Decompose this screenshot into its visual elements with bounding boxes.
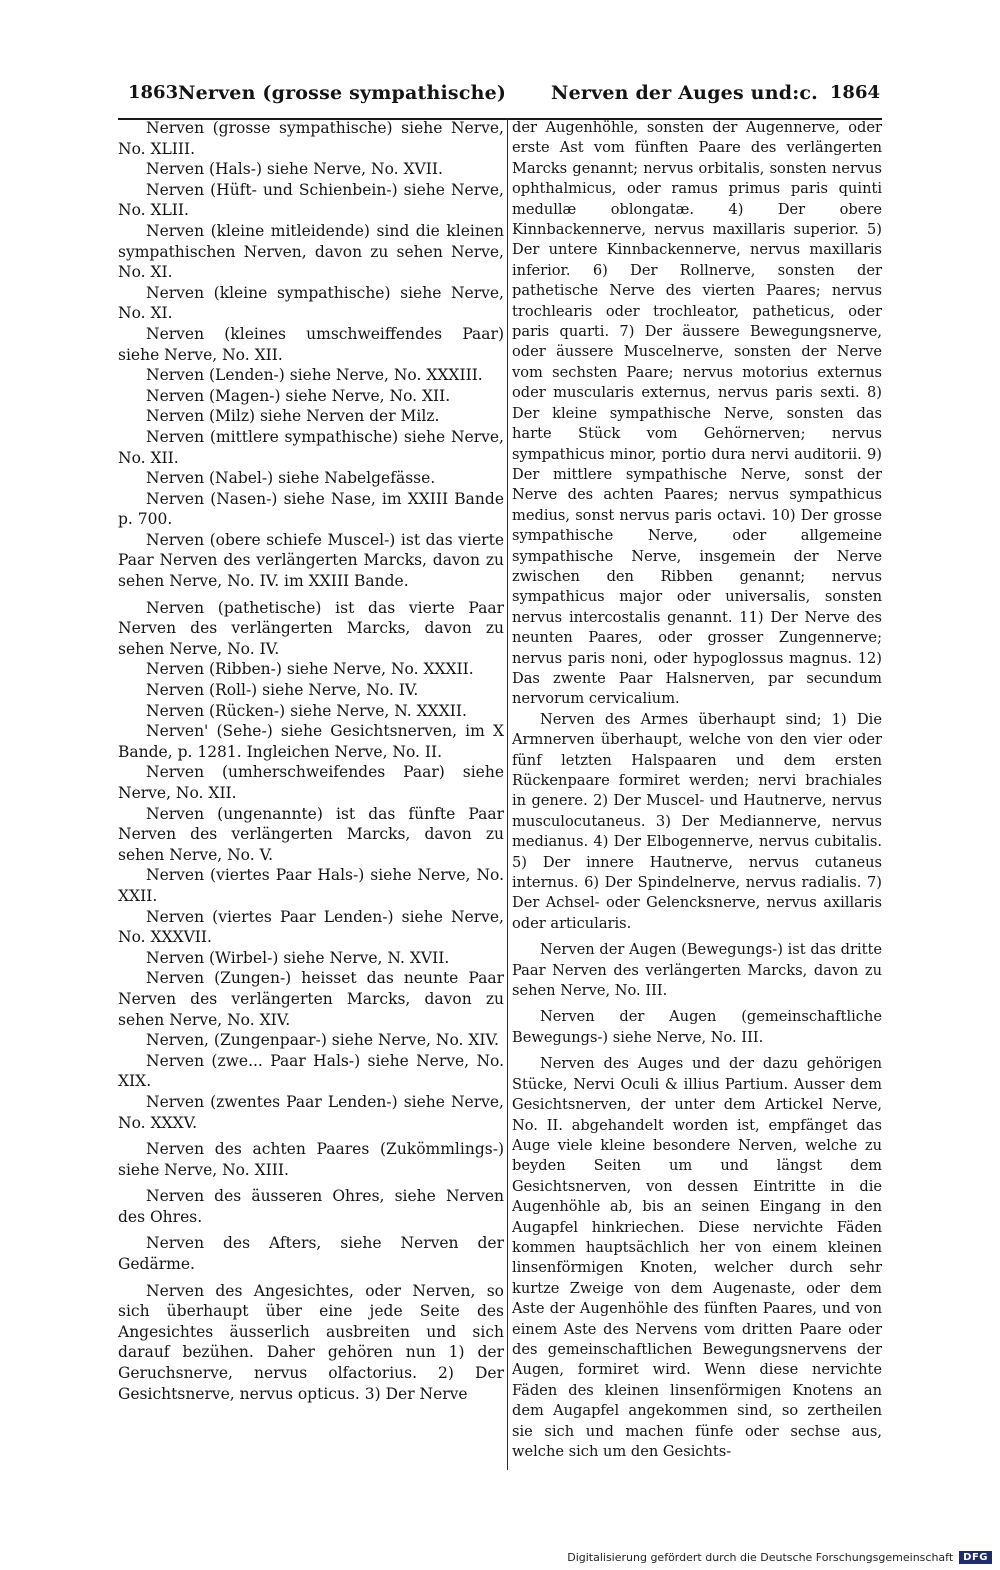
entry: Nerven der Augen (gemeinschaftliche Bewegungs-) siehe Nerve, No. III. [512, 1008, 882, 1046]
entry: Nerven (viertes Paar Hals-) siehe Nerve, No. XXII. [118, 866, 504, 905]
entry: Nerven (zwe... Paar Hals-) siehe Nerve, No. XIX. [118, 1051, 504, 1091]
entry: Nerven des achten Paares (Zukömmlings-) siehe Nerve, No. XIII. [118, 1140, 504, 1179]
credit-text: Digitalisierung gefördert durch die Deutsche Forschungsgemeinschaft [567, 1551, 954, 1564]
entry: Nerven (Nabel-) siehe Nabelgefässe. [146, 469, 436, 488]
entry: Nerven (Rücken-) siehe Nerve, N. XXXII. [146, 701, 467, 720]
entry: Nerven des Angesichtes, oder Nerven, so sich überhaupt über eine jede Seite des Angesichtes äusserlich ausbreiten und sich darauf bezühen. Daher gehören nun 1) der Geruchsnerve, nervus olfactorius. 2) Der Gesichtsnerve, nervus opticus. 3) Der Nerve [118, 1281, 504, 1403]
left-running-head: Nerven (grosse sympathische) [178, 82, 507, 104]
page-header [120, 82, 880, 112]
entry: Nerven (kleine sympathische) siehe Nerve, No. XI. [118, 283, 504, 323]
entry: Nerven (umherschweifendes Paar) siehe Nerve, No. XII. [118, 763, 504, 802]
entry: Nerven (Hüft- und Schienbein-) siehe Nerve, No. XLII. [118, 180, 504, 220]
entry: Nerven (mittlere sympathische) siehe Nerve, No. XII. [118, 427, 504, 467]
entry: Nerven der Augen (Bewegungs-) ist das dritte Paar Nerven des verlängerten Marcks, davon zu sehen Nerve, No. III. [512, 941, 882, 1000]
entry: Nerven (kleine mitleidende) sind die kleinen sympathischen Nerven, davon zu sehen Nerve, No. XI. [118, 221, 504, 282]
entry: Nerven (Nasen-) siehe Nase, im XXIII Bande p. 700. [118, 489, 504, 529]
left-column [118, 118, 504, 1404]
entry: Nerven (ungenannte) ist das fünfte Paar Nerven des verlängerten Marcks, davon zu sehen Nerve, No. V. [118, 804, 504, 864]
entry: Nerven des Auges und der dazu gehörigen Stücke, Nervi Oculi & illius Partium. Ausser dem Gesichtsnerven, der unter dem Artickel Nerve, No. II. abgehandelt worden ist, empfänget das Auge viele kleine besondere Nerven, welche zu beyden Seiten um und längst dem Gesichtsnerven, von dessen Eintritte in die Augenhöhle ab, bis an seinen Eingang in den Augapfel hinkriechen. Diese nervichte Fäden kommen hauptsächlich her von einem kleinen linsenförmigen Knoten, welcher durch sehr kurtze Zweige von dem Augenaste, oder dem Aste der Augenhöhle des fünften Paares, und von einem Aste des Nervens vom dritten Paare oder des gemeinschaftlichen Bewegungsnervens der Augen, formiret wird. Wenn diese nervichte Fäden des kleinen linsenförmigen Knotens an dem Augapfel angekommen sind, so zertheilen sie sich und machen fünfe oder sechse aus, welche sich um den Gesichts- [512, 1055, 882, 1460]
entry: Nerven (Zungen-) heisset das neunte Paar Nerven des verlängerten Marcks, davon zu sehen Nerve, No. XIV. [118, 969, 504, 1029]
dfg-logo: DFG [959, 1551, 992, 1564]
entry: Nerven' (Sehe-) siehe Gesichtsnerven, im X Bande, p. 1281. Ingleichen Nerve, No. II. [118, 722, 504, 761]
entry: Nerven (zwentes Paar Lenden-) siehe Nerve, No. XXXV. [118, 1092, 504, 1132]
entry: Nerven (Ribben-) siehe Nerve, No. XXXII. [146, 660, 474, 679]
entry: Nerven (obere schiefe Muscel-) ist das vierte Paar Nerven des verlängerten Marcks, davon zu sehen Nerve, No. IV. im XXIII Bande. [118, 530, 504, 591]
column-divider [507, 118, 508, 1470]
entry: Nerven des Afters, siehe Nerven der Gedärme. [118, 1234, 504, 1274]
entry: Nerven (Milz) siehe Nerven der Milz. [146, 407, 440, 426]
entry: Nerven (Wirbel-) siehe Nerve, N. XVII. [146, 948, 450, 967]
right-running-head: Nerven der Auges und:c. [551, 82, 818, 104]
entry: Nerven des Armes überhaupt sind; 1) Die Armnerven überhaupt, welche von den vier oder fünf letzten Halspaaren und dem ersten Rückenpaare formiret werden; nervi brachiales in genere. 2) Der Muscel- und Hautnerve, nervus musculocutaneus. 3) Der Mediannerve, nervus medianus. 4) Der Elbogennerve, nervus cubitalis. 5) Der innere Hautnerve, nervus cutaneus internus. 6) Der Spindelnerve, nervus radialis. 7) Der Achsel- oder Gelencksnerve, nervus axillaris oder articularis. [512, 710, 882, 932]
entry-continuation: der Augenhöhle, sonsten der Augennerve, oder erste Ast vom fünften Paare des verlängerten Marcks genannt; nervus orbitalis, sonsten nervus ophthalmicus, oder ramus primus paris quinti medullæ oblongatæ. 4) Der obere Kinnbackennerve, nervus maxillaris superior. 5) Der untere Kinnbackennerve, nervus maxillaris inferior. 6) Der Rollnerve, sonsten der pathetische Nerve des vierten Paares; nervus trochlearis oder trochleator, patheticus, oder paris quarti. 7) Der äussere Bewegungsnerve, oder äussere Muscelnerve, sonsten der Nerve vom sechsten Paare; nervus motorius externus oder muscularis externus, nervus paris sexti. 8) Der kleine sympathische Nerve, sonsten das harte Stück vom Gehörnerven; nervus sympathicus minor, portio dura nervi auditorii. 9) Der mittlere sympathische Nerve, sonst der Nerve des achten Paares; nervus sympathicus medius, sonst nervus paris octavi. 10) Der grosse sympathische Nerve, oder allgemeine sympathische Nerve, insgemein der Nerve zwischen den Ribben genannt; nervus sympathicus major oder universalis, sonsten nervus intercostalis genannt. 11) Der Nerve des neunten Paares, oder grosser Zungennerve; nervus paris noni, oder hypoglossus magnus. 12) Das zwente Paar Halsnerven, par secundum nervorum cervicalium. [512, 119, 882, 708]
entry: Nerven (pathetische) ist das vierte Paar Nerven des verlängerten Marcks, davon zu sehen Nerve, No. IV. [118, 598, 504, 658]
right-page-number: 1864 [829, 82, 880, 103]
digitization-credit [567, 1551, 992, 1564]
entry: Nerven (Lenden-) siehe Nerve, No. XXXIII. [146, 366, 483, 385]
entry: Nerven (Roll-) siehe Nerve, No. IV. [146, 681, 419, 700]
entry: Nerven des äusseren Ohres, siehe Nerven des Ohres. [118, 1187, 504, 1226]
entry: Nerven (Magen-) siehe Nerve, No. XII. [146, 386, 451, 405]
entry: Nerven (viertes Paar Lenden-) siehe Nerve, No. XXXVII. [118, 907, 504, 947]
entry: Nerven (kleines umschweiffendes Paar) siehe Nerve, No. XII. [118, 324, 504, 364]
left-page-number: 1863 [128, 82, 179, 103]
entry: Nerven, (Zungenpaar-) siehe Nerve, No. XIV. [146, 1031, 499, 1050]
entry: Nerven (grosse sympathische) siehe Nerve, No. XLIII. [118, 119, 504, 158]
entry: Nerven (Hals-) siehe Nerve, No. XVII. [146, 160, 443, 179]
right-column [512, 118, 882, 1462]
